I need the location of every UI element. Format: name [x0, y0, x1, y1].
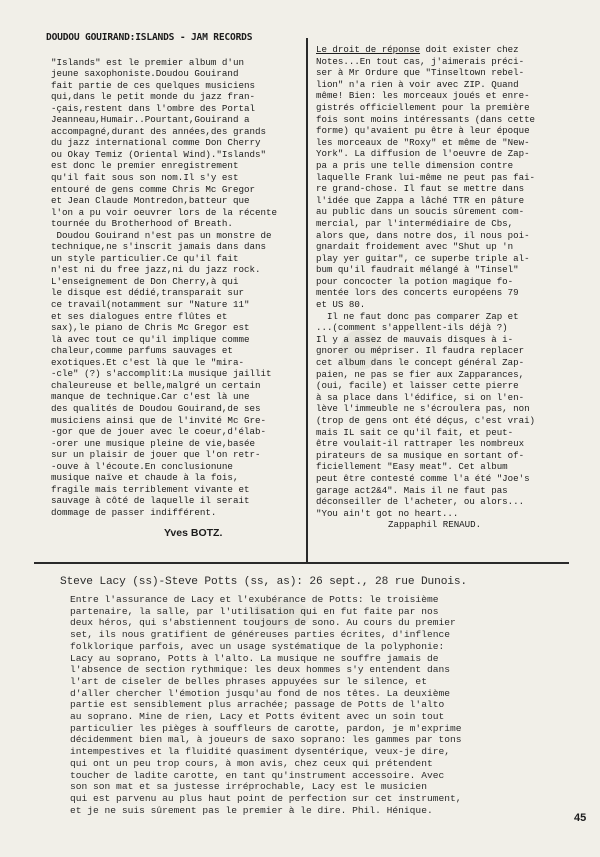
column-divider: [306, 38, 308, 563]
right-article: [316, 44, 578, 531]
right-article-first-line: [316, 44, 578, 56]
section-divider: [34, 562, 569, 564]
left-article-signature: Yves BOTZ.: [164, 527, 223, 540]
bottom-article-body: Entre l'assurance de Lacy et l'exubérance de Potts: le troisième partenaire, la salle, par l'utilisation qui en fut faite par nos deux héros, qui s'abstiennent toujours de sono. Au cours du premier set, ils nous gratifient de généreuses parties écrites, d'inflence folklorique parfois, avec un usage systématique de la polyphonie: Lacy au soprano, Potts à l'alto. La musique ne souffre jamais de l'absence de section rythmique: les deux hommes s'y entendent dans l'art de ciseler de belles phrases appuyées sur le silence, et d'aller chercher l'émotion jusqu'au fond de nos têtes. La deuxième partie est sensiblement plus arrachée; passage de Potts de l'alto au soprano. Mine de rien, Lacy et Potts évitent avec un soin tout particulier les pièges à souffleurs de carotte, pardon, je m'exprime décidemment bien mal, à joueurs de saxo soprano: les gammes par tons intempestives et la fluidité quasiment dysentérique, veux-je dire, qui ont un peu trop cours, à mon avis, chez ceux qui prétendent toucher de ladite carotte, en tant qu'instrument accessoire. Avec son son mat et sa justesse irréprochable, Lacy est le musicien qui est parvenu au plus haut point de perfection sur cet instrument, et je ne suis sûrement pas le premier à le dire. Phil. Hénique.: [70, 594, 462, 816]
bottom-article: [60, 576, 560, 816]
right-article-heading: Le droit de réponse: [316, 44, 421, 55]
right-article-heading-rest: doit exister chez: [420, 44, 519, 55]
bottom-article-heading: Steve Lacy (ss)-Steve Potts (ss, as): 26 sept., 28 rue Dunois.: [60, 576, 467, 588]
right-article-body: Notes...En tout cas, j'aimerais préci- ser à Mr Ordure que "Tinseltown rebel- lion" n'a rien à voir avec ZIP. Quand même! Bien: les morceaux joués et enre- gistrés officiellement pour la première fois sont moins intéressants (dans cette forme) qu'avaient pu être à leur époque les morceaux de "Roxy" et même de "New- York". La diffusion de l'oeuvre de Zap- pa a pris une telle dimension contre laquelle Frank lui-même ne peut pas fai- re grand-chose. Il faut se mettre dans l'idée que Zappa a lâché TTR en pâture au public dans un soucis sûrement com- mercial, par l'intermédiaire de Cbs, alors que, dans notre dos, il nous poi- gnardait froidement avec "Shut up 'n play yer guitar", ce superbe triple al- bum qu'il faudrait mélangé à "Tinsel" pour concocter la potion magique fo- mentée lors des concerts européens 79 et US 80. Il ne faut donc pas comparer Zap et ...(comment s'appellent-ils déjà ?) Il y a assez de mauvais disques à i- gnorer ou mépriser. Il faudra replacer cet album dans le concept général Zap- paien, ne pas se fier aux Zapparances, (oui, facile) et laisser cette pierre à sa place dans l'édifice, si on l'en- lève l'immeuble ne s'écroulera pas, non (trop de gens ont été déçus, c'est vrai) mais IL sait ce qu'il fait, et peut- être voulait-il rattraper les nombreux pirateurs de sa musique en sortant of- ficiellement "Easy meat". Cet album peut être contesté comme l'a été "Joe's garage act2&4". Mais il ne faut pas déconseiller de l'acheter, ou alors... "You ain't got no heart...: [316, 55, 536, 519]
page-number: 45: [574, 812, 587, 824]
left-article-title: DOUDOU GOUIRAND:ISLANDS - JAM RECORDS: [46, 32, 253, 43]
right-article-signature: Zappaphil RENAUD.: [388, 519, 482, 531]
left-article-body: "Islands" est le premier album d'un jeune saxophoniste.Doudou Gouirand fait partie de ces quelques musiciens qui,dans le petit monde du jazz fran- -çais,restent dans l'ombre des Portal Jeanneau,Humair..Pourtant,Gouirand a accompagné,durant des années,des grands du jazz international comme Don Cherry ou Okay Temiz (Oriental Wind)."Islands" est donc le premier enregistrement qu'il fait sous son nom.Il s'y est entouré de gens comme Chris Mc Gregor et Jean Claude Montredon,batteur que l'on a pu voir oeuvrer lors de la récente tournée du Brotherhood of Breath. Doudou Gouirand n'est pas un monstre de technique,ne s'inscrit jamais dans dans un style particulier.Ce qu'il fait n'est ni du free jazz,ni du jazz rock. L'enseignement de Don Cherry,à qui le disque est dédié,transparait sur ce travail(notamment sur "Nature 11" et ses dialogues entre flûtes et sax),le piano de Chris Mc Gregor est là avec tout ce qu'il implique comme chaleur,comme parfums sauvages et exotiques.Et c'est là que le "mira- -cle" (?) s'accomplit:La musique jaillit chaleureuse et belle,malgré un certain manque de technique.Car c'est là une des qualités de Doudou Gouirand,de ses musiciens ainsi que de l'invité Mc Gre- -gor que de jouer avec le coeur,d'élab- -orer une musique pleine de vie,basée sur un plaisir de jouer que l'on retr- -ouve à l'écoute.En conclusionune musique naïve et chaude à la fois, fragile mais terriblement vivante et sauvage à côté de laquelle il serait dommage de passer indifférent.: [51, 56, 278, 518]
left-article: [46, 32, 296, 540]
